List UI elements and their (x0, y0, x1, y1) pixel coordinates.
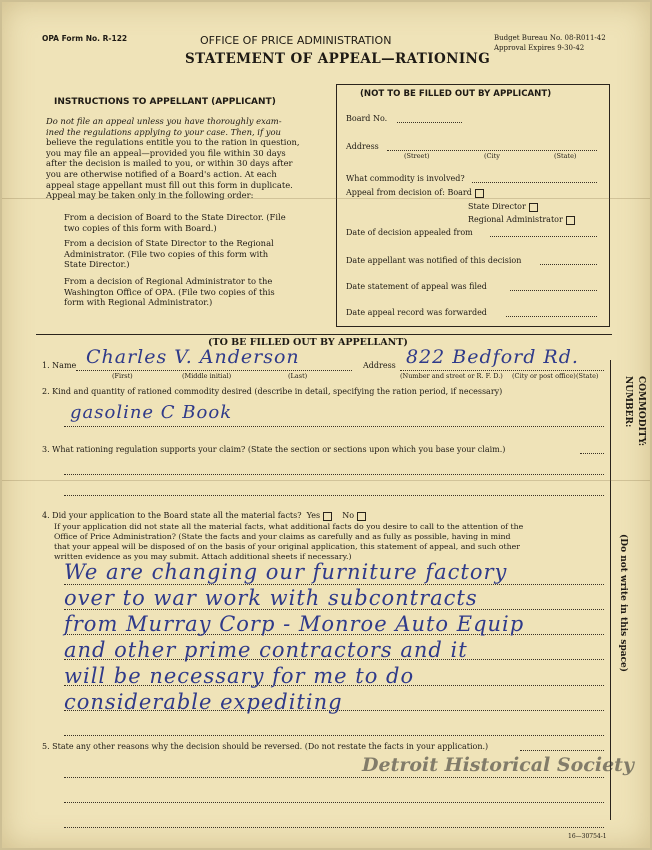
appeal-from-board: Appeal from decision of: Board (346, 188, 484, 198)
q1-name-label: 1. Name (42, 361, 77, 370)
state-sub-caption: (State) (576, 372, 599, 380)
footer-code: 16—30754-1 (568, 833, 607, 840)
date-notified-label: Date appellant was notified of this decision (346, 256, 522, 265)
appellant-address-line (400, 370, 604, 371)
instruction-option-regional: From a decision of Regional Administrator to the Washington Office of OPA. (File two copies of this form with Regional Administrator.) (64, 276, 275, 308)
date-forwarded-label: Date appeal record was forwarded (346, 308, 487, 317)
no-checkbox[interactable] (357, 512, 366, 521)
date-notified-line (540, 264, 597, 265)
office-box-heading: (NOT TO BE FILLED OUT BY APPLICANT) (360, 89, 552, 99)
q5-line-3 (64, 827, 604, 828)
city-caption: (City (484, 152, 500, 160)
first-caption: (First) (112, 372, 133, 380)
q5-line-0 (520, 750, 604, 751)
date-filed-line (510, 290, 597, 291)
approval-expiry: Approval Expires 9-30-42 (494, 44, 585, 52)
section-divider (36, 334, 612, 335)
form-title: STATEMENT OF APPEAL—RATIONING (185, 51, 491, 67)
side-do-not-write: (Do not write in this space) (618, 534, 628, 673)
last-caption: (Last) (288, 372, 308, 380)
q4-line-7 (64, 735, 604, 736)
instructions-text: Do not file an appeal unless you have thoroughly exam- ined the regulations applying to your case. Then, if you believe the regulations entitle you to the ration in question, you may file an appeal—provided you file within 30 days after the decision is mailed to you, or within 30 days after you are otherwise notified of a Board's action. At each appeal stage appellant must fill out this form in duplicate. Appeal may be taken only in the following order: (46, 116, 300, 201)
address-handwritten: 822 Bedford Rd. (406, 346, 579, 368)
q4-label: 4. Did your application to the Board state all the material facts? Yes No (42, 511, 366, 521)
side-commodity-label: COMMODITY: (636, 376, 646, 447)
q5-line-1 (64, 777, 604, 778)
middle-caption: (Middle initial) (182, 372, 232, 380)
name-line (76, 370, 352, 371)
handwriting-line-3: from Murray Corp - Monroe Auto Equip (64, 612, 525, 636)
date-forwarded-line (506, 316, 597, 317)
q1-address-label: Address (363, 361, 396, 370)
appeal-from-regional: Regional Administrator (468, 215, 575, 225)
q3-line-0 (580, 453, 604, 454)
agency-name: OFFICE OF PRICE ADMINISTRATION (200, 34, 392, 47)
instruction-option-state: From a decision of State Director to the Regional Administrator. (File two copies of this form with State Director.) (64, 238, 274, 270)
commodity-label: What commodity is involved? (346, 174, 465, 183)
q3-label: 3. What rationing regulation supports your claim? (State the section or sections upon which you base your claim.) (42, 445, 506, 454)
name-handwritten: Charles V. Anderson (86, 346, 300, 368)
instruction-option-board: From a decision of Board to the State Director. (File two copies of this form with Board.) (64, 212, 286, 233)
board-no-label: Board No. (346, 114, 388, 123)
form-number: OPA Form No. R-122 (42, 34, 128, 43)
street-sub-caption: (Number and street or R. F. D.) (400, 372, 503, 380)
q4-explanation: If your application did not state all the material facts, what additional facts do you desire to call to the attention of the Office of Price Administration? (State the facts and your claims as carefully and as fully as possible, having in mind that your appeal will be disposed of on the basis of your original application, this statement of appeal, and such other written evidence as you may submit. Attach additional sheets if necessary.) (54, 522, 524, 561)
side-column-border (610, 360, 611, 820)
fold-crease (2, 198, 650, 199)
handwriting-line-2: over to war work with subcontracts (64, 586, 478, 610)
commodity-handwritten: gasoline C Book (70, 402, 233, 423)
handwriting-line-1: We are changing our furniture factory (64, 560, 508, 584)
handwriting-line-6: considerable expediting (64, 690, 343, 714)
state-caption: (State) (554, 152, 577, 160)
watermark: Detroit Historical Society (362, 754, 634, 776)
appeal-from-state: State Director (468, 202, 538, 212)
board-no-line (397, 122, 462, 123)
regional-admin-checkbox[interactable] (566, 216, 575, 225)
q2-label: 2. Kind and quantity of rationed commodity desired (describe in detail, specifying the ration period, if necessary) (42, 387, 503, 396)
date-filed-label: Date statement of appeal was filed (346, 282, 487, 291)
date-appealed-line (490, 236, 597, 237)
date-appealed-label: Date of decision appealed from (346, 228, 473, 237)
budget-number: Budget Bureau No. 08-R011-42 (494, 34, 606, 42)
board-checkbox[interactable] (475, 189, 484, 198)
state-director-checkbox[interactable] (529, 203, 538, 212)
q4-line-1 (64, 584, 604, 585)
q2-line-1 (64, 426, 604, 427)
instructions-heading: INSTRUCTIONS TO APPELLANT (APPLICANT) (54, 97, 276, 107)
document-page (2, 2, 650, 848)
q5-label: 5. State any other reasons why the decision should be reversed. (Do not restate the facts in your application.) (42, 742, 489, 751)
commodity-line (472, 182, 597, 183)
office-address-line (387, 150, 597, 151)
q5-line-2 (64, 802, 604, 803)
address-label: Address (346, 142, 379, 151)
appellant-heading: (TO BE FILLED OUT BY APPELLANT) (208, 337, 408, 348)
fold-crease-2 (2, 480, 650, 481)
street-caption: (Street) (404, 152, 430, 160)
handwriting-line-5: will be necessary for me to do (64, 664, 415, 688)
city-sub-caption: (City or post office) (512, 372, 576, 380)
yes-checkbox[interactable] (323, 512, 332, 521)
q3-line-1 (64, 474, 604, 475)
handwriting-line-4: and other prime contractors and it (64, 638, 468, 662)
q3-line-2 (64, 495, 604, 496)
side-number-label: NUMBER: (623, 376, 633, 428)
